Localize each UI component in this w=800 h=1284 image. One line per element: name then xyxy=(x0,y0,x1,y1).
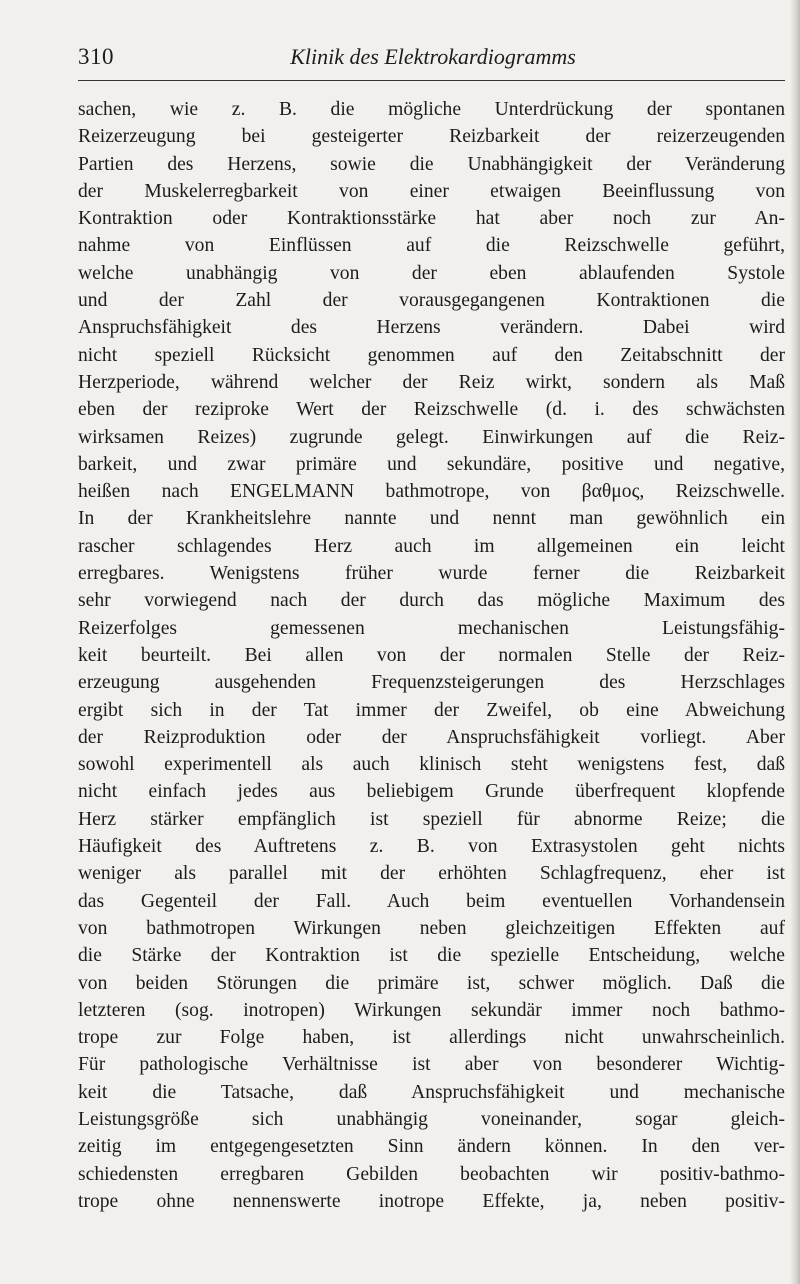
text-line: welche unabhängig von der eben ablaufenden Systole xyxy=(78,262,785,284)
text-line: die Stärke der Kontraktion ist die spezielle Entscheidung, welche xyxy=(78,945,785,967)
text-line: Reizerfolges gemessenen mechanischen Leistungsfähig- xyxy=(78,617,785,639)
text-line: sehr vorwiegend nach der durch das mögliche Maximum des xyxy=(78,590,785,612)
text-line: sachen, wie z. B. die mögliche Unterdrückung der spontanen xyxy=(78,99,785,120)
text-line: erregbares. Wenigstens früher wurde ferner die Reizbarkeit xyxy=(78,563,785,585)
text-line: sowohl experimentell als auch klinisch steht wenigstens fest, daß xyxy=(78,754,785,776)
text-line: heißen nach ENGELMANN bathmotrope, von βαθμος, Reizschwelle. xyxy=(78,481,785,503)
text-line: der Muskelerregbarkeit von einer etwaigen Beeinflussung von xyxy=(78,180,785,202)
text-line: nicht einfach jedes aus beliebigem Grunde überfrequent klopfende xyxy=(78,781,785,803)
text-line: rascher schlagendes Herz auch im allgemeinen ein leicht xyxy=(78,535,785,557)
text-line: barkeit, und zwar primäre und sekundäre, positive und negative, xyxy=(78,453,785,475)
text-line: weniger als parallel mit der erhöhten Schlagfrequenz, eher ist xyxy=(78,863,785,885)
text-line: nicht speziell Rücksicht genommen auf den Zeitabschnitt der xyxy=(78,344,785,366)
text-line: Partien des Herzens, sowie die Unabhängigkeit der Veränderung xyxy=(78,153,785,175)
text-line: trope ohne nennenswerte inotrope Effekte, ja, neben positiv- xyxy=(78,1190,785,1212)
text-line: keit beurteilt. Bei allen von der normalen Stelle der Reiz- xyxy=(78,644,785,666)
text-line: Für pathologische Verhältnisse ist aber von besonderer Wichtig- xyxy=(78,1054,785,1076)
text-line: eben der reziproke Wert der Reizschwelle (d. i. des schwächsten xyxy=(78,399,785,421)
text-line: nahme von Einflüssen auf die Reizschwelle geführt, xyxy=(78,235,785,257)
running-title: Klinik des Elektrokardiogramms xyxy=(290,44,576,69)
text-line: wirksamen Reizes) zugrunde gelegt. Einwirkungen auf die Reiz- xyxy=(78,426,785,448)
page-header xyxy=(78,44,788,84)
text-line: das Gegenteil der Fall. Auch beim eventuellen Vorhandensein xyxy=(78,890,785,912)
text-line: und der Zahl der vorausgegangenen Kontraktionen die xyxy=(78,290,785,312)
text-line: In der Krankheitslehre nannte und nennt man gewöhnlich ein xyxy=(78,508,785,530)
text-line: ergibt sich in der Tat immer der Zweifel, ob eine Abweichung xyxy=(78,699,785,721)
text-line: Reizerzeugung bei gesteigerter Reizbarkeit der reizerzeugenden xyxy=(78,126,785,148)
text-line: Herzperiode, während welcher der Reiz wirkt, sondern als Maß xyxy=(78,371,785,393)
text-line: der Reizproduktion oder der Anspruchsfähigkeit vorliegt. Aber xyxy=(78,726,785,748)
text-line: Anspruchsfähigkeit des Herzens verändern. Dabei wird xyxy=(78,317,785,339)
text-line: letzteren (sog. inotropen) Wirkungen sekundär immer noch bathmo- xyxy=(78,999,785,1021)
text-line: von beiden Störungen die primäre ist, schwer möglich. Daß die xyxy=(78,972,785,994)
text-line: von bathmotropen Wirkungen neben gleichzeitigen Effekten auf xyxy=(78,917,785,939)
page-number: 310 xyxy=(78,44,114,69)
header-rule xyxy=(78,80,785,81)
text-line: Leistungsgröße sich unabhängig voneinander, sogar gleich- xyxy=(78,1108,785,1130)
text-line: zeitig im entgegengesetzten Sinn ändern können. In den ver- xyxy=(78,1136,785,1158)
scan-edge-shadow xyxy=(790,0,800,1284)
text-line: schiedensten erregbaren Gebilden beobachten wir positiv-bathmo- xyxy=(78,1163,785,1185)
text-line: keit die Tatsache, daß Anspruchsfähigkeit und mechanische xyxy=(78,1081,785,1103)
body-text xyxy=(78,96,785,1215)
text-line: Häufigkeit des Auftretens z. B. von Extrasystolen geht nichts xyxy=(78,836,785,858)
text-line: Kontraktion oder Kontraktionsstärke hat aber noch zur An- xyxy=(78,208,785,230)
text-line: trope zur Folge haben, ist allerdings nicht unwahrscheinlich. xyxy=(78,1027,785,1049)
text-line: Herz stärker empfänglich ist speziell für abnorme Reize; die xyxy=(78,808,785,830)
text-line: erzeugung ausgehenden Frequenzsteigerungen des Herzschlages xyxy=(78,672,785,694)
